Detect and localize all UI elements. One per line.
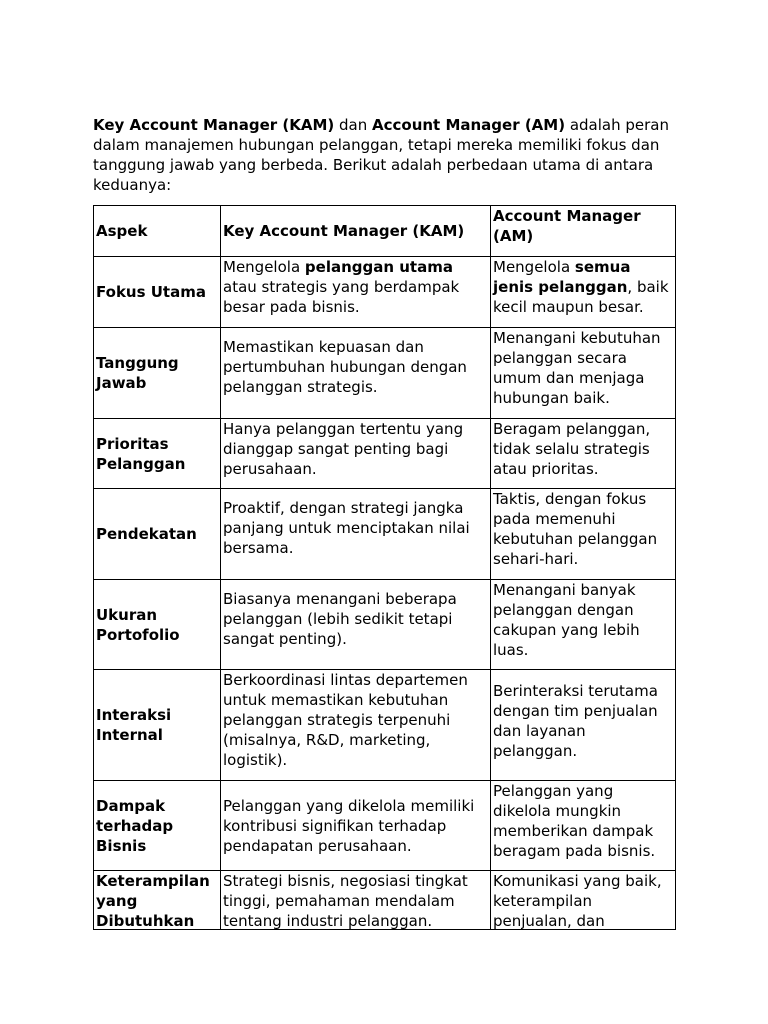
row-kam: Proaktif, dengan strategi jangka panjang untuk menciptakan nilai bersama. bbox=[221, 489, 491, 580]
intro-text: adalah peran dalam manajemen hubungan pelanggan, tetapi mereka memiliki fokus dan tanggung jawab yang berbeda. Berikut adalah perbedaan utama di antara keduanya: bbox=[93, 116, 670, 194]
row-am: Pelanggan yang dikelola mungkin memberikan dampak beragam pada bisnis. bbox=[491, 781, 676, 871]
row-am-bold: semua jenis pelanggan bbox=[493, 258, 631, 296]
row-kam-text: Mengelola bbox=[223, 258, 305, 276]
row-am: Beragam pelanggan, tidak selalu strategis atau prioritas. bbox=[491, 419, 676, 489]
intro-am-term: Account Manager (AM) bbox=[372, 116, 566, 134]
comparison-table bbox=[93, 205, 676, 930]
table-row bbox=[94, 257, 676, 328]
row-kam-bold: pelanggan utama bbox=[304, 258, 453, 276]
row-aspect: Ukuran Portofolio bbox=[94, 580, 221, 670]
row-kam: Biasanya menangani beberapa pelanggan (lebih sedikit tetapi sangat penting). bbox=[221, 580, 491, 670]
row-am-text: Komunikasi yang baik, keterampilan penjualan, dan bbox=[493, 872, 662, 929]
table-row bbox=[94, 419, 676, 489]
intro-paragraph bbox=[93, 115, 678, 195]
intro-kam-term: Key Account Manager (KAM) bbox=[93, 116, 335, 134]
row-kam: Pelanggan yang dikelola memiliki kontribusi signifikan terhadap pendapatan perusahaan. bbox=[221, 781, 491, 871]
row-kam: Berkoordinasi lintas departemen untuk memastikan kebutuhan pelanggan strategis terpenuhi (misalnya, R&D, marketing, logistik). bbox=[221, 670, 491, 781]
header-aspect: Aspek bbox=[94, 206, 221, 257]
table-row bbox=[94, 489, 676, 580]
row-kam: Hanya pelanggan tertentu yang dianggap sangat penting bagi perusahaan. bbox=[221, 419, 491, 489]
table-row bbox=[94, 580, 676, 670]
row-am bbox=[491, 871, 676, 930]
row-aspect-text: Keterampilan yang Dibutuhkan bbox=[96, 872, 210, 929]
row-aspect: Interaksi Internal bbox=[94, 670, 221, 781]
row-am: Menangani banyak pelanggan dengan cakupan yang lebih luas. bbox=[491, 580, 676, 670]
row-aspect: Dampak terhadap Bisnis bbox=[94, 781, 221, 871]
row-kam bbox=[221, 871, 491, 930]
row-am-text: Mengelola bbox=[493, 258, 575, 276]
row-kam: Memastikan kepuasan dan pertumbuhan hubungan dengan pelanggan strategis. bbox=[221, 328, 491, 419]
row-am: Taktis, dengan fokus pada memenuhi kebutuhan pelanggan sehari-hari. bbox=[491, 489, 676, 580]
table-row bbox=[94, 670, 676, 781]
header-kam: Key Account Manager (KAM) bbox=[221, 206, 491, 257]
row-kam-text: atau strategis yang berdampak besar pada bisnis. bbox=[223, 278, 460, 316]
row-kam-text: Strategi bisnis, negosiasi tingkat tinggi, pemahaman mendalam tentang industri pelanggan. bbox=[223, 872, 468, 929]
table-row bbox=[94, 871, 676, 930]
row-aspect bbox=[94, 871, 221, 930]
row-aspect: Prioritas Pelanggan bbox=[94, 419, 221, 489]
row-am: Berinteraksi terutama dengan tim penjualan dan layanan pelanggan. bbox=[491, 670, 676, 781]
table-row bbox=[94, 328, 676, 419]
table-header-row bbox=[94, 206, 676, 257]
row-kam bbox=[221, 257, 491, 328]
row-aspect: Fokus Utama bbox=[94, 257, 221, 328]
row-aspect: Pendekatan bbox=[94, 489, 221, 580]
row-am-text: , baik kecil maupun besar. bbox=[493, 278, 669, 316]
header-am: Account Manager (AM) bbox=[491, 206, 676, 257]
row-aspect: Tanggung Jawab bbox=[94, 328, 221, 419]
table-row bbox=[94, 781, 676, 871]
row-am: Menangani kebutuhan pelanggan secara umum dan menjaga hubungan baik. bbox=[491, 328, 676, 419]
intro-connector: dan bbox=[334, 116, 372, 134]
row-am bbox=[491, 257, 676, 328]
